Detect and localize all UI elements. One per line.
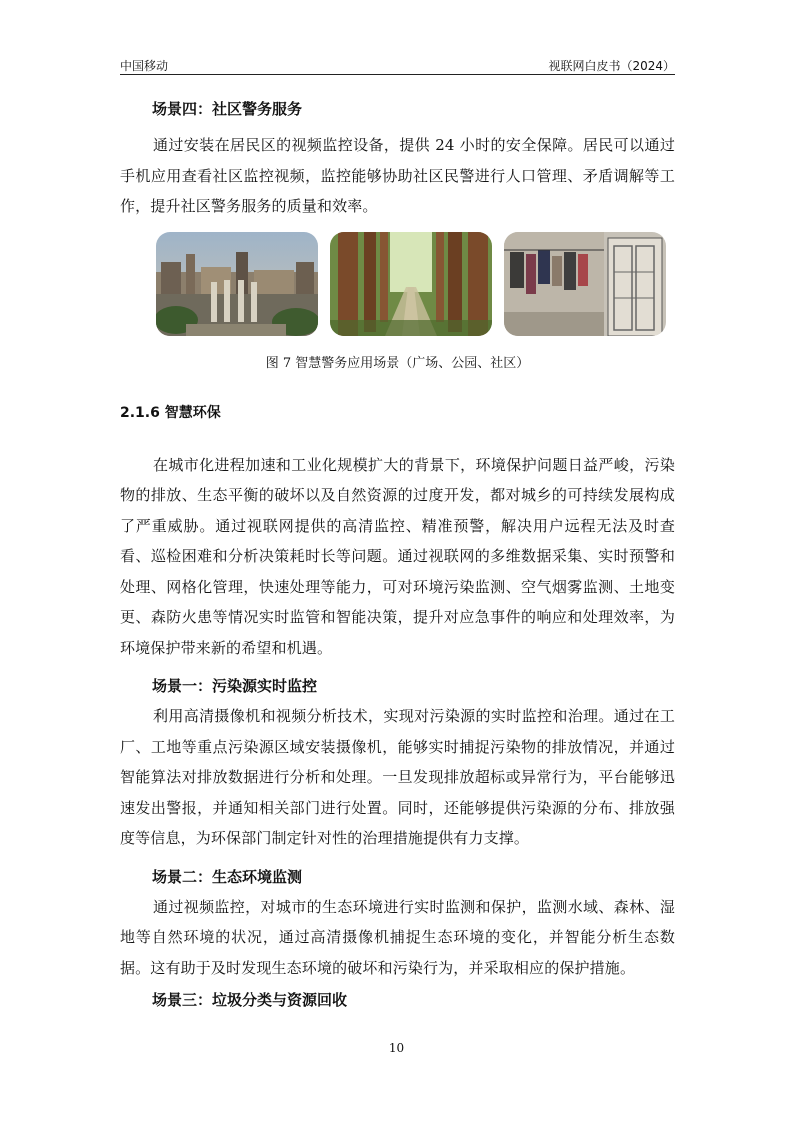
figure-image-plaza [156, 232, 318, 336]
scene2-title: 场景二：生态环境监测 [152, 867, 303, 886]
scene2-body: 通过视频监控，对城市的生态环境进行实时监测和保护，监测水域、森林、湿地等自然环境的状况，通过高清摄像机捕捉生态环境的变化，并智能分析生态数据。这有助于及时发现生态环境的破坏和污染行为，并采取相应的保护措施。 [120, 897, 675, 977]
header-right: 视联网白皮书（2024） [548, 59, 675, 73]
figure-image-park [330, 232, 492, 336]
header-rule [120, 74, 675, 75]
figure-caption: 图 7 智慧警务应用场景（广场、公园、社区） [265, 355, 530, 371]
figure-images [120, 232, 675, 342]
scene3-title: 场景三：垃圾分类与资源回收 [152, 991, 348, 1009]
scene1-title: 场景一：污染源实时监控 [152, 677, 318, 695]
header-left: 中国移动 [120, 59, 169, 73]
section-title: 2.1.6 智慧环保 [120, 404, 221, 421]
scene1-body: 利用高清摄像机和视频分析技术，实现对污染源的实时监控和治理。通过在工厂、工地等重点污染源区域安装摄像机，能够实时捕捉污染物的排放情况，并通过智能算法对排放数据进行分析和处理。一旦发现排放超标或异常行为，平台能够迅速发出警报，并通知相关部门进行处置。同时，还能够提供污染源的分布、排放强度等信息，为环保部门制定针对性的治理措施提供有力支撑。 [120, 707, 675, 847]
page-number: 10 [388, 1041, 405, 1055]
page-header [120, 55, 675, 75]
intro-paragraph: 在城市化进程加速和工业化规模扩大的背景下，环境保护问题日益严峻，污染物的排放、生态平衡的破坏以及自然资源的过度开发，都对城乡的可持续发展构成了严重威胁。通过视联网提供的高清监控、精准预警，解决用户远程无法及时查看、巡检困难和分析决策耗时长等问题。通过视联网的多维数据采集、实时预警和处理、网格化管理，快速处理等能力，可对环境污染监测、空气烟雾监测、土地变更、森防火患等情况实时监管和智能决策，提升对应急事件的响应和处理效率，为环境保护带来新的希望和机遇。 [120, 455, 675, 657]
figure-image-community [504, 232, 666, 336]
page-content [120, 98, 675, 1011]
scene4-body: 通过安装在居民区的视频监控设备，提供 24 小时的安全保障。居民可以通过手机应用查看社区监控视频，监控能够协助社区民警进行人口管理、矛盾调解等工作，提升社区警务服务的质量和效率。 [120, 136, 675, 215]
scene4-title: 场景四：社区警务服务 [152, 100, 303, 118]
